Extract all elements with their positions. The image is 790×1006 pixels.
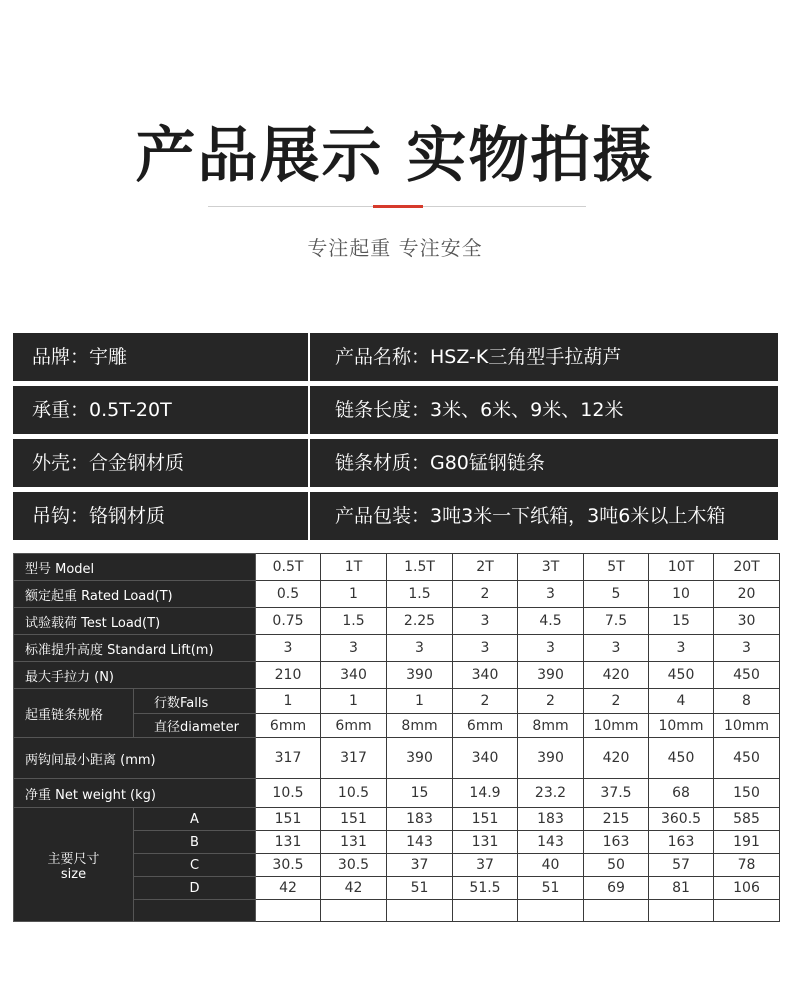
blank-cell [321,900,387,922]
size-value: 131 [321,831,387,854]
falls-value: 1 [387,689,453,714]
hook-distance-label: 两钩间最小距离 (mm) [14,738,256,779]
size-value: 151 [256,808,321,831]
test-load-value: 30 [714,608,780,635]
blank-cell [256,900,321,922]
diameter-value: 6mm [256,714,321,738]
rated-load-value: 0.5 [256,581,321,608]
info-chain-length: 链条长度：3米、6米、9米、12米 [310,386,778,434]
model-label: 型号 Model [14,554,256,581]
net-weight-row [14,779,780,808]
model-value: 3T [518,554,584,581]
info-load: 承重：0.5T-20T [13,386,308,434]
hook-distance-value: 450 [649,738,714,779]
max-pull-value: 420 [584,662,649,689]
size-value: 37 [387,854,453,877]
test-load-value: 2.25 [387,608,453,635]
blank-cell [518,900,584,922]
test-load-value: 15 [649,608,714,635]
diameter-value: 8mm [387,714,453,738]
standard-lift-value: 3 [518,635,584,662]
max-pull-value: 450 [649,662,714,689]
size-value: 163 [649,831,714,854]
diameter-value: 8mm [518,714,584,738]
hook-distance-value: 450 [714,738,780,779]
falls-label: 行数Falls [134,689,256,714]
model-value: 5T [584,554,649,581]
size-value: 143 [387,831,453,854]
info-shell: 外壳：合金钢材质 [13,439,308,487]
diameter-value: 10mm [584,714,649,738]
net-weight-value: 10.5 [321,779,387,808]
size-value: 57 [649,854,714,877]
info-row-load [13,386,778,434]
standard-lift-value: 3 [256,635,321,662]
diameter-label: 直径diameter [134,714,256,738]
hook-distance-value: 317 [321,738,387,779]
info-product-name: 产品名称：HSZ-K三角型手拉葫芦 [310,333,778,381]
hook-distance-row [14,738,780,779]
size-value: 30.5 [256,854,321,877]
size-value: 143 [518,831,584,854]
falls-value: 2 [584,689,649,714]
model-value: 20T [714,554,780,581]
size-value: 30.5 [321,854,387,877]
size-dimension-label: C [134,854,256,877]
model-value: 1.5T [387,554,453,581]
blank-cell [387,900,453,922]
page-subtitle: 专注起重 专注安全 [307,236,483,260]
max-pull-value: 340 [321,662,387,689]
blank-cell [453,900,518,922]
rated-load-value: 10 [649,581,714,608]
falls-value: 1 [321,689,387,714]
falls-value: 4 [649,689,714,714]
size-value: 51 [518,877,584,900]
size-value: 51.5 [453,877,518,900]
size-value: 69 [584,877,649,900]
test-load-value: 4.5 [518,608,584,635]
info-row-shell [13,439,778,487]
blank-cell [714,900,780,922]
falls-value: 2 [453,689,518,714]
standard-lift-row [14,635,780,662]
info-row-hook [13,492,778,540]
model-value: 0.5T [256,554,321,581]
net-weight-value: 37.5 [584,779,649,808]
falls-value: 2 [518,689,584,714]
size-value: 131 [453,831,518,854]
info-chain-material: 链条材质：G80锰钢链条 [310,439,778,487]
info-brand: 品牌：宇雕 [13,333,308,381]
test-load-value: 3 [453,608,518,635]
rated-load-value: 5 [584,581,649,608]
size-value: 191 [714,831,780,854]
net-weight-value: 68 [649,779,714,808]
chain-spec-label: 起重链条规格 [14,689,134,738]
blank-cell [584,900,649,922]
max-pull-value: 390 [518,662,584,689]
hook-distance-value: 340 [453,738,518,779]
rated-load-value: 1 [321,581,387,608]
size-dimension-label: B [134,831,256,854]
test-load-value: 1.5 [321,608,387,635]
size-value: 42 [321,877,387,900]
diameter-value: 10mm [714,714,780,738]
net-weight-value: 10.5 [256,779,321,808]
size-value: 78 [714,854,780,877]
title-divider-accent [373,205,423,208]
max-pull-value: 450 [714,662,780,689]
size-value: 40 [518,854,584,877]
standard-lift-value: 3 [649,635,714,662]
size-value: 50 [584,854,649,877]
net-weight-value: 15 [387,779,453,808]
info-hook: 吊钩：铬钢材质 [13,492,308,540]
blank-cell [134,900,256,922]
size-dimension-label: D [134,877,256,900]
net-weight-value: 23.2 [518,779,584,808]
info-packaging: 产品包装：3吨3米一下纸箱，3吨6米以上木箱 [310,492,778,540]
model-value: 2T [453,554,518,581]
page-title: 产品展示 实物拍摄 [135,121,655,191]
diameter-value: 6mm [321,714,387,738]
rated-load-value: 1.5 [387,581,453,608]
max-pull-value: 210 [256,662,321,689]
standard-lift-value: 3 [321,635,387,662]
size-value: 360.5 [649,808,714,831]
net-weight-value: 14.9 [453,779,518,808]
rated-load-value: 3 [518,581,584,608]
diameter-value: 6mm [453,714,518,738]
size-label: 主要尺寸 size [14,808,134,922]
test-load-value: 7.5 [584,608,649,635]
max-pull-value: 390 [387,662,453,689]
max-pull-row [14,662,780,689]
standard-lift-value: 3 [584,635,649,662]
size-value: 151 [453,808,518,831]
falls-row [14,689,780,714]
standard-lift-label: 标准提升高度 Standard Lift(m) [14,635,256,662]
model-row [14,554,780,581]
net-weight-value: 150 [714,779,780,808]
rated-load-value: 2 [453,581,518,608]
size-value: 51 [387,877,453,900]
model-value: 1T [321,554,387,581]
size-row [14,808,780,831]
test-load-value: 0.75 [256,608,321,635]
size-value: 42 [256,877,321,900]
size-value: 81 [649,877,714,900]
size-value: 106 [714,877,780,900]
standard-lift-value: 3 [453,635,518,662]
test-load-row [14,608,780,635]
size-value: 585 [714,808,780,831]
spec-table [13,553,780,922]
size-value: 37 [453,854,518,877]
size-value: 183 [387,808,453,831]
rated-load-row [14,581,780,608]
standard-lift-value: 3 [387,635,453,662]
hook-distance-value: 390 [518,738,584,779]
size-value: 151 [321,808,387,831]
size-value: 215 [584,808,649,831]
max-pull-label: 最大手拉力 (N) [14,662,256,689]
falls-value: 8 [714,689,780,714]
rated-load-value: 20 [714,581,780,608]
info-row-brand [13,333,778,381]
model-value: 10T [649,554,714,581]
rated-load-label: 额定起重 Rated Load(T) [14,581,256,608]
standard-lift-value: 3 [714,635,780,662]
hook-distance-value: 390 [387,738,453,779]
blank-cell [649,900,714,922]
hook-distance-value: 420 [584,738,649,779]
size-dimension-label: A [134,808,256,831]
max-pull-value: 340 [453,662,518,689]
falls-value: 1 [256,689,321,714]
size-value: 131 [256,831,321,854]
hook-distance-value: 317 [256,738,321,779]
size-value: 183 [518,808,584,831]
test-load-label: 试验载荷 Test Load(T) [14,608,256,635]
diameter-value: 10mm [649,714,714,738]
net-weight-label: 净重 Net weight (kg) [14,779,256,808]
size-value: 163 [584,831,649,854]
